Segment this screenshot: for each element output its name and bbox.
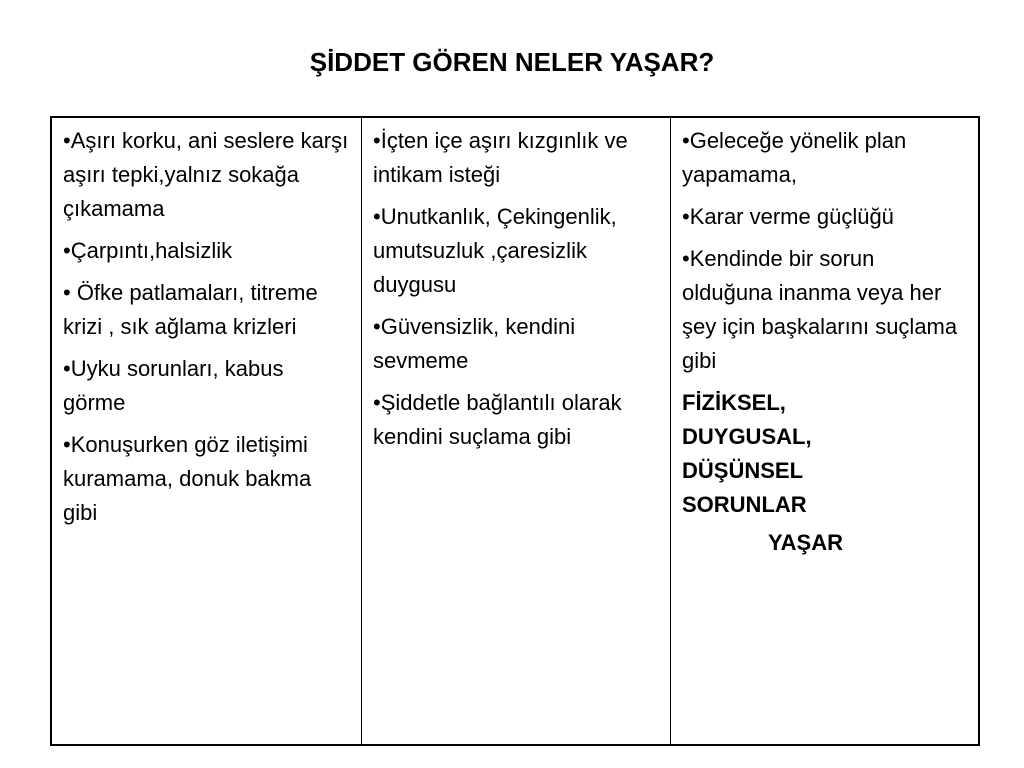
list-item: •Çarpıntı,halsizlik: [63, 238, 233, 263]
summary-tail: YAŞAR: [768, 530, 843, 555]
list-item: •Aşırı korku, ani seslere karşı aşırı tepki,yalnız sokağa çıkamama: [63, 128, 349, 221]
list-item: •Karar verme güçlüğü: [682, 204, 894, 229]
summary-line: FİZİKSEL,: [682, 390, 786, 415]
table-column-3: [671, 118, 978, 744]
table-column-2: [362, 118, 671, 744]
list-item: •İçten içe aşırı kızgınlık ve intikam isteği: [373, 128, 628, 187]
summary-line: SORUNLAR: [682, 492, 807, 517]
list-item: •Unutkanlık, Çekingenlik, umutsuzluk ,çaresizlik duygusu: [373, 204, 617, 297]
list-item: • Öfke patlamaları, titreme krizi , sık ağlama krizleri: [63, 280, 318, 339]
summary-line: DUYGUSAL,: [682, 424, 812, 449]
symptoms-table: [50, 116, 980, 746]
list-item: •Kendinde bir sorun olduğuna inanma veya her şey için başkalarını suçlama gibi: [682, 246, 958, 373]
list-item: •Güvensizlik, kendini sevmeme: [373, 314, 576, 373]
table-column-1: [52, 118, 362, 744]
slide-title: ŞİDDET GÖREN NELER YAŞAR?: [309, 47, 715, 77]
list-item: •Konuşurken göz iletişimi kuramama, donuk bakma gibi: [63, 432, 312, 525]
list-item: •Uyku sorunları, kabus görme: [63, 356, 284, 415]
list-item: •Geleceğe yönelik plan yapamama,: [682, 128, 907, 187]
list-item: •Şiddetle bağlantılı olarak kendini suçlama gibi: [373, 390, 622, 449]
summary-line: DÜŞÜNSEL: [682, 458, 804, 483]
summary-heading: [682, 386, 968, 522]
